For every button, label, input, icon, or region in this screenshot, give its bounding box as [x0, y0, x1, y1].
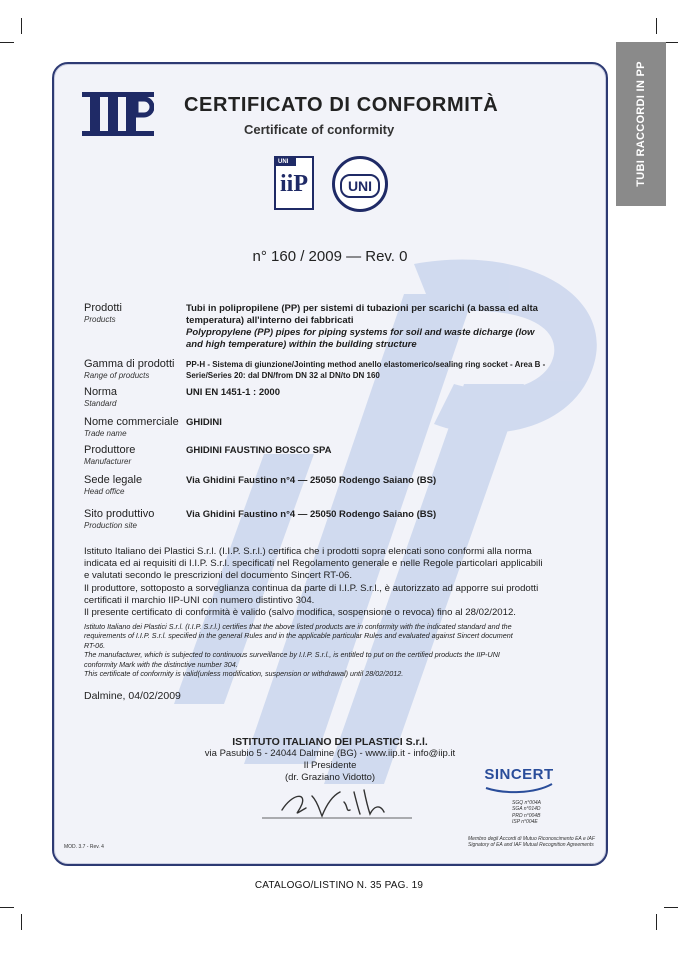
field-value-line: PP-H - Sistema di giunzione/Jointing method anello elastomerico/sealing ring socket - Area B - — [186, 360, 546, 369]
sincert-accreditation-codes — [512, 800, 541, 826]
crop-mark — [656, 914, 657, 930]
accreditation-code: SGQ n°004A — [512, 800, 541, 806]
field-value-line: GHIDINI — [186, 417, 222, 428]
certificate-title: CERTIFICATO DI CONFORMITÀ — [184, 94, 499, 116]
field-value-line: Serie/Series 20: dal DN/from DN 32 al DN/to DN 160 — [186, 371, 380, 380]
certificate-number: n° 160 / 2009 — Rev. 0 — [252, 248, 408, 265]
institute-address: via Pasubio 5 - 24044 Dalmine (BG) - www.iip.it - info@iip.it — [204, 748, 456, 759]
field-value — [186, 387, 586, 399]
field-value-line: Tubi in polipropilene (PP) per sistemi di tubazioni per scarichi (a bassa ed alta — [186, 303, 538, 314]
crop-mark — [21, 18, 22, 34]
field-value-line: Polypropylene (PP) pipes for piping systems for soil and waste dicharge (low — [186, 327, 535, 338]
crop-mark — [656, 18, 657, 34]
field-label: Gamma di prodotti — [84, 358, 175, 370]
accreditation-code: SGA n°014D — [512, 806, 541, 813]
president-title: Il Presidente — [303, 760, 357, 771]
italian-text-line: Il produttore, sottoposto a sorveglianza continua da parte di I.I.P. S.r.l., è autorizzato ad apporre sui prodotti — [84, 582, 539, 594]
institute-name: ISTITUTO ITALIANO DEI PLASTICI S.r.l. — [232, 736, 428, 748]
accreditation-code: ISP n°004E — [512, 819, 538, 826]
crop-mark — [21, 914, 22, 930]
english-text-line: requirements of I.I.P. S.r.l. specified in the general Rules and in the applicable particular Rules and evaluated against Sincert document — [84, 631, 513, 641]
english-text-line: RT-06. — [84, 640, 106, 650]
agreement-note-line: Signatory of EA and IAF Mutual Recognition Agreements — [468, 842, 594, 849]
italian-text-line: e valutati secondo le prescrizioni del documento Sincert RT-06. — [84, 570, 353, 582]
field-value-line: and high temperature) within the building structure — [186, 339, 417, 350]
side-tab-label: TUBI RACCORDI IN PP — [635, 61, 647, 187]
uni-mark-text: UNI — [340, 174, 380, 198]
certification-text-italian — [84, 546, 584, 619]
crop-mark — [664, 42, 678, 43]
field-value-line: GHIDINI FAUSTINO BOSCO SPA — [186, 445, 332, 456]
sincert-logo — [484, 764, 554, 792]
form-code: MOD. 3.7 - Rev. 4 — [64, 844, 104, 850]
iip-logo — [82, 92, 154, 136]
italian-text-line: indicata ed ai requisiti di I.I.P. S.r.l. specificati nel Regolamento generale e nelle Regole particolari applicabili — [84, 558, 543, 570]
field-value — [186, 417, 586, 429]
agreement-note-line: Membro degli Accordi di Mutuo Riconoscimento EA e IAF — [468, 836, 595, 842]
mark-top-label: UNI — [276, 158, 296, 166]
field-label-english: Trade name — [84, 429, 127, 438]
english-text-line: The manufacturer, which is subjected to continuous surveillance by I.I.P. S.r.l., is entitled to put on the certified products the IIP-UNI — [84, 650, 500, 660]
italian-text-line: Il presente certificato di conformità è valido (salvo modifica, sospensione o revoca) fino al 28/02/2012. — [84, 607, 516, 619]
side-section-tab — [616, 42, 666, 206]
field-value — [186, 509, 586, 521]
certification-text-english — [84, 622, 584, 678]
field-value — [186, 475, 586, 487]
field-label-english: Production site — [84, 521, 137, 530]
mark-iip-text: iiP — [280, 171, 308, 197]
accreditation-code: PRD n°004B — [512, 812, 541, 819]
iip-uni-mark — [274, 156, 314, 210]
field-label-english: Manufacturer — [84, 457, 132, 466]
field-label-english: Head office — [84, 487, 125, 496]
field-label: Prodotti — [84, 302, 122, 314]
certificate — [52, 62, 608, 866]
field-label: Sede legale — [84, 474, 143, 486]
english-text-line: conformity Mark with the distinctive number 304. — [84, 659, 238, 669]
field-value-line: Via Ghidini Faustino n°4 — 25050 Rodengo Saiano (BS) — [186, 509, 437, 520]
president-name: (dr. Graziano Vidotto) — [284, 772, 376, 783]
catalog-footer: CATALOGO/LISTINO N. 35 PAG. 19 — [254, 880, 424, 891]
field-label-english: Products — [84, 315, 116, 324]
field-label-english: Range of products — [84, 371, 150, 380]
field-label: Nome commerciale — [84, 416, 179, 428]
crop-mark — [0, 907, 14, 908]
sincert-agreement-note — [468, 836, 598, 849]
english-text-line: This certificate of conformity is valid(unless modification, suspension or withdrawal) until 28/02/2012. — [84, 669, 404, 679]
sincert-logo-text: SINCERT — [484, 766, 554, 783]
field-value-line: Via Ghidini Faustino n°4 — 25050 Rodengo Saiano (BS) — [186, 475, 437, 486]
english-text-line: Istituto Italiano dei Plastici S.r.l. (I.I.P. S.r.l.) certifies that the above listed products are in conformity with the indicated standard and the — [84, 622, 512, 631]
field-label-english: Standard — [84, 399, 117, 408]
field-label: Produttore — [84, 444, 136, 456]
field-label: Sito produttivo — [84, 508, 155, 520]
president-signature — [262, 782, 412, 822]
field-label: Norma — [84, 386, 118, 398]
italian-text-line: certificati il marchio IIP-UNI con numero distintivo 304. — [84, 594, 315, 606]
uni-mark — [332, 156, 388, 212]
crop-mark — [664, 907, 678, 908]
field-value-line: temperatura) all'interno dei fabbricati — [186, 315, 354, 326]
issue-date: Dalmine, 04/02/2009 — [84, 690, 181, 702]
field-value — [186, 445, 586, 457]
crop-mark — [0, 42, 14, 43]
italian-text-line: Istituto Italiano dei Plastici S.r.l. (I.I.P. S.r.l.) certifica che i prodotti sopra elencati sono conformi alla norma — [84, 546, 532, 557]
field-value — [186, 303, 586, 351]
field-value-line: UNI EN 1451-1 : 2000 — [186, 387, 280, 398]
field-value — [186, 359, 586, 381]
certificate-subtitle: Certificate of conformity — [244, 122, 395, 137]
